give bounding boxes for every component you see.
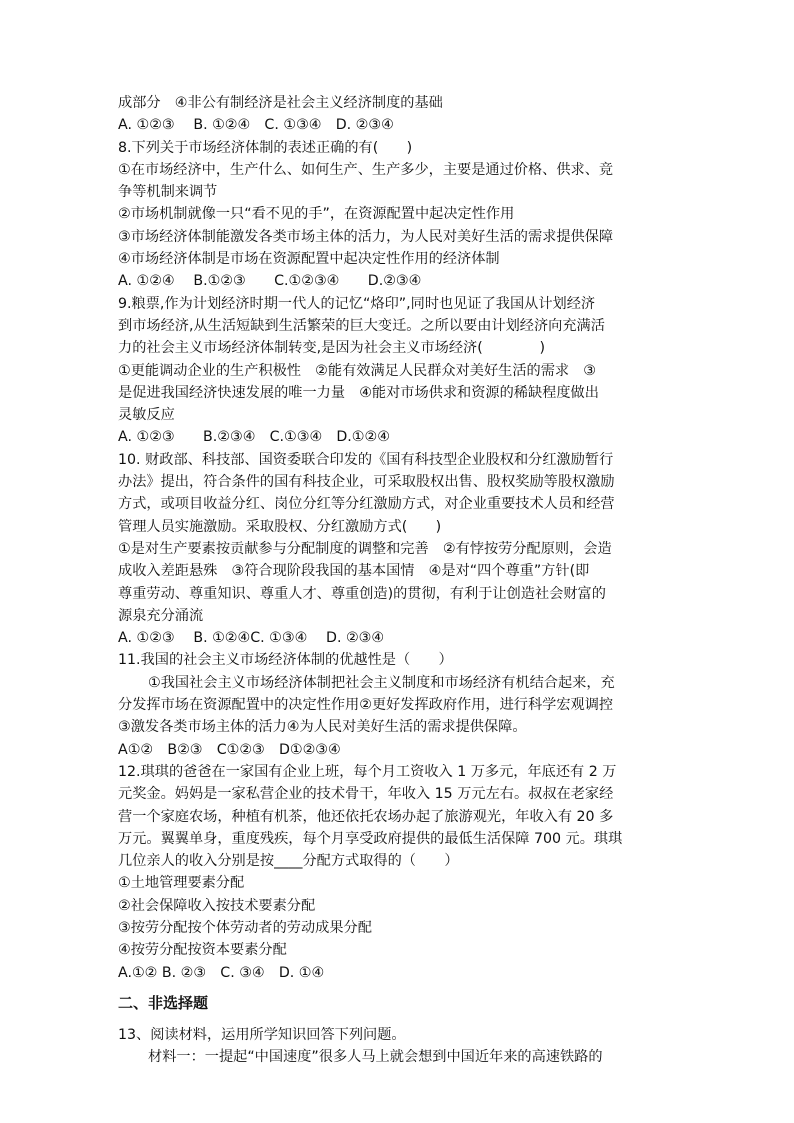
- question-11: 11.我国的社会主义市场经济体制的优越性是（ ）: [118, 652, 453, 669]
- text-line: 灵敏反应: [118, 407, 175, 424]
- text-line: 力的社会主义市场经济体制转变,是因为社会主义市场经济( ): [118, 340, 546, 357]
- text-line: ①是对生产要素按贡献参与分配制度的调整和完善 ②有悖按劳分配原则，会造: [118, 540, 612, 557]
- text-line: ④按劳分配按资本要素分配: [118, 942, 287, 959]
- document-page: [118, 92, 678, 1068]
- text-line: ①更能调动企业的生产积极性 ②能有效满足人民群众对美好生活的需求 ③: [118, 362, 596, 379]
- text-line: 方式，或项目收益分红、岗位分红等分红激励方式，对企业重要技术人员和经营: [118, 496, 615, 513]
- answer-options: A. ①②③ B. ①②④ C. ①③④ D. ②③④: [118, 117, 394, 134]
- text-line: 成收入差距悬殊 ③符合现阶段我国的基本国情 ④是对“四个尊重”方针(即: [118, 563, 590, 580]
- text-line: ③激发各类市场主体的活力④为人民对美好生活的需求提供保障。: [118, 719, 527, 736]
- text-line: 分发挥市场在资源配置中的决定性作用②更好发挥政府作用，进行科学宏观调控: [118, 697, 614, 714]
- answer-options: A. ①②③ B.②③④ C.①③④ D.①②④: [118, 429, 390, 446]
- text-line: ③按劳分配按个体劳动者的劳动成果分配: [118, 919, 372, 936]
- text-line: 成部分 ④非公有制经济是社会主义经济制度的基础: [118, 95, 443, 111]
- text-line: 尊重劳动、尊重知识、尊重人才、尊重创造)的贯彻，有利于让创造社会财富的: [118, 585, 606, 602]
- text-line: 争等机制来调节: [118, 184, 218, 201]
- text-line: ①我国社会主义市场经济体制把社会主义制度和市场经济有机结合起来，充: [148, 674, 615, 691]
- text-line: ③市场经济体制能激发各类市场主体的活力，为人民对美好生活的需求提供保障: [118, 228, 614, 245]
- answer-options: A. ①②③ B. ①②④C. ①③④ D. ②③④: [118, 630, 385, 647]
- section-heading: 二、非选择题: [118, 993, 209, 1012]
- text-line: ②社会保障收入按技术要素分配: [118, 897, 316, 914]
- text-line: ②市场机制就像一只“看不见的手”，在资源配置中起决定性作用: [118, 206, 515, 223]
- text-line: 源泉充分涌流: [118, 607, 204, 624]
- question-12: 12.琪琪的爸爸在一家国有企业上班，每个月工资收入 1 万多元，年底还有 2 万: [118, 763, 617, 780]
- answer-options: A①② B②③ C①②③ D①②③④: [118, 741, 341, 758]
- text-line: ①在市场经济中，生产什么、如何生产、生产多少，主要是通过价格、供求、竞: [118, 161, 614, 178]
- question-13: 13、阅读材料，运用所学知识回答下列问题。: [118, 1026, 406, 1043]
- question-10: 10. 财政部、科技部、国资委联合印发的《国有科技型企业股权和分红激励暂行: [118, 451, 614, 468]
- text-line: 管理人员实施激励。采取股权、分红激励方式( ): [118, 518, 442, 535]
- text-line: 到市场经济,从生活短缺到生活繁荣的巨大变迁。之所以要由计划经济向充满活: [118, 317, 605, 334]
- text-line: 万元。翼翼单身，重度残疾，每个月享受政府提供的最低生活保障 700 元。琪琪: [118, 830, 623, 847]
- text-line: 材料一：一提起“中国速度”很多人马上就会想到中国近年来的高速铁路的: [148, 1049, 603, 1066]
- answer-options: A. ①②④ B.①②③ C.①②③④ D.②③④: [118, 273, 422, 290]
- text-line: 营一个家庭农场，种植有机茶，他还依托农场办起了旅游观光，年收入有 20 多: [118, 808, 614, 825]
- answer-options: A.①② B. ②③ C. ③④ D. ①④: [118, 964, 325, 981]
- question-8: 8.下列关于市场经济体制的表述正确的有( ): [118, 139, 413, 156]
- text-line: ④市场经济体制是市场在资源配置中起决定性作用的经济体制: [118, 251, 500, 268]
- text-line: ①土地管理要素分配: [118, 875, 245, 892]
- text-line: 几位亲人的收入分别是按____分配方式取得的（ ）: [118, 853, 459, 870]
- text-line: 办法》提出，符合条件的国有科技企业，可采取股权出售、股权奖励等股权激励: [118, 474, 615, 491]
- text-line: 元奖金。妈妈是一家私营企业的技术骨干，年收入 15 万元左右。叔叔在老家经: [118, 786, 614, 803]
- question-9: 9.粮票,作为计划经济时期一代人的记忆“烙印”,同时也见证了我国从计划经济: [118, 295, 596, 312]
- text-line: 是促进我国经济快速发展的唯一力量 ④能对市场供求和资源的稀缺程度做出: [118, 384, 599, 401]
